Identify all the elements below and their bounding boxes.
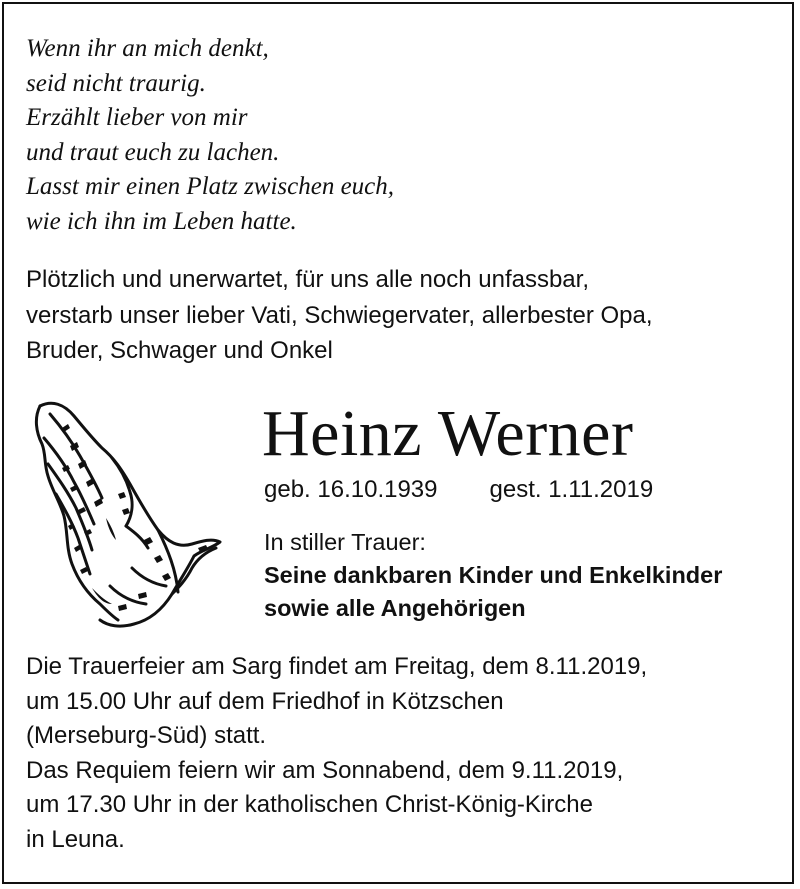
mourners-line: sowie alle Angehörigen bbox=[264, 595, 526, 621]
announcement-line: Plötzlich und unerwartet, für uns alle noch unfassbar, bbox=[26, 266, 589, 293]
mourning-intro: In stiller Trauer: bbox=[264, 529, 426, 555]
death-date: gest. 1.11.2019 bbox=[489, 476, 654, 503]
mourners-block bbox=[264, 526, 722, 625]
poem-verse bbox=[26, 32, 394, 240]
service-line: (Merseburg-Süd) statt. bbox=[26, 722, 267, 750]
life-dates bbox=[264, 474, 653, 506]
service-line: Die Trauerfeier am Sarg findet am Freitag, dem 8.11.2019, bbox=[26, 653, 648, 680]
mourners-line: Seine dankbaren Kinder und Enkelkinder bbox=[264, 562, 723, 588]
funeral-service-info bbox=[26, 650, 647, 858]
poem-line: seid nicht traurig. bbox=[26, 69, 206, 97]
praying-hands-icon bbox=[22, 398, 232, 628]
announcement-line: verstarb unser lieber Vati, Schwiegervater, allerbester Opa, bbox=[26, 301, 653, 329]
poem-line: und traut euch zu lachen. bbox=[26, 138, 280, 166]
birth-date: geb. 16.10.1939 bbox=[264, 476, 438, 503]
service-line: um 17.30 Uhr in der katholischen Christ-König-Kirche bbox=[26, 791, 593, 819]
service-line: Das Requiem feiern wir am Sonnabend, dem 9.11.2019, bbox=[26, 756, 624, 784]
poem-line: Lasst mir einen Platz zwischen euch, bbox=[26, 173, 395, 201]
announcement-line: Bruder, Schwager und Onkel bbox=[26, 337, 333, 364]
service-line: in Leuna. bbox=[26, 825, 125, 853]
poem-line: Wenn ihr an mich denkt, bbox=[26, 35, 269, 62]
deceased-name: Heinz Werner bbox=[262, 397, 634, 470]
service-line: um 15.00 Uhr auf dem Friedhof in Kötzschen bbox=[26, 687, 504, 715]
poem-line: Erzählt lieber von mir bbox=[26, 104, 248, 132]
poem-line: wie ich ihn im Leben hatte. bbox=[26, 207, 297, 235]
death-announcement bbox=[26, 262, 653, 369]
